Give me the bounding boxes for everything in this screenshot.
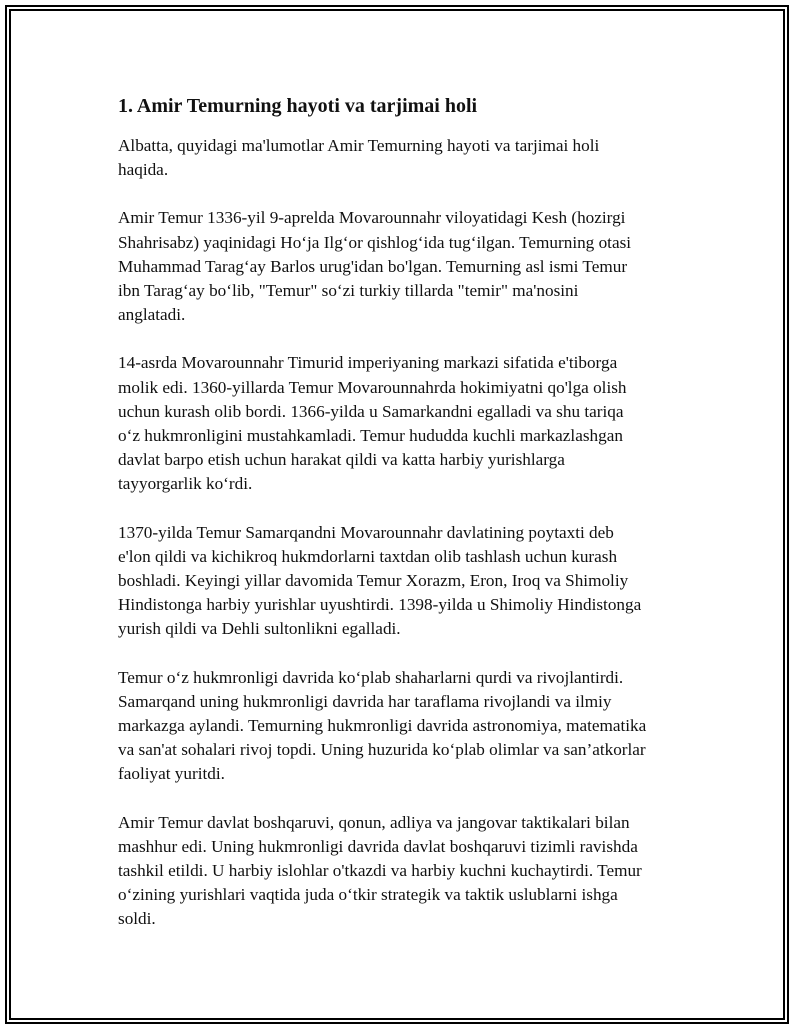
paragraph-birth: Amir Temur 1336-yil 9-aprelda Movarounnahr viloyatidagi Kesh (hozirgi Shahrisabz) yaqinidagi Ho‘ja Ilg‘or qishlog‘ida tug‘ilgan. Temurning otasi Muhammad Tarag‘ay Barlos urug'idan bo'lgan. Temurning asl ismi Temur ibn Tarag‘ay bo‘lib, "Temur" so‘zi turkiy tillarda "temir" ma'nosini anglatadi. <box>118 208 632 325</box>
document-body <box>118 94 708 956</box>
paragraph-intro: Albatta, quyidagi ma'lumotlar Amir Temurning hayoti va tarjimai holi haqida. <box>118 136 600 180</box>
section-heading: 1. Amir Temurning hayoti va tarjimai holi <box>118 95 478 117</box>
paragraph-capital-and-campaigns: 1370-yilda Temur Samarqandni Movarounnahr davlatining poytaxti deb e'lon qildi va kichikroq hukmdorlarni taxtdan olib tashlash uchun kurash boshladi. Keyingi yillar davomida Temur Xorazm, Eron, Iroq va Shimoliy Hindistonga harbiy yurishlar uyushtirdi. 1398-yilda u Shimoliy Hindistonga yurish qildi va Dehli sultonlikni egalladi. <box>118 522 642 639</box>
paragraph-rise-to-power: 14-asrda Movarounnahr Timurid imperiyaning markazi sifatida e'tiborga molik edi. 1360-yillarda Temur Movarounnahrda hokimiyatni qo'lga olish uchun kurash olib bordi. 1366-yilda u Samarkandni egalladi va shu tariqa o‘z hukmronligini mustahkamladi. Temur hududda kuchli markazlashgan davlat barpo etish uchun harakat qildi va katta harbiy yurishlarga tayyorgarlik ko‘rdi. <box>118 353 627 494</box>
paragraph-cities-and-science: Temur o‘z hukmronligi davrida ko‘plab shaharlarni qurdi va rivojlantirdi. Samarqand uning hukmronligi davrida har taraflama rivojlandi va ilmiy markazga aylandi. Temurning hukmronligi davrida astronomiya, matematika va san'at sohalari rivoj topdi. Uning huzurida ko‘plab olimlar va san’atkorlar faoliyat yuritdi. <box>118 667 647 784</box>
paragraph-governance: Amir Temur davlat boshqaruvi, qonun, adliya va jangovar taktikalari bilan mashhur edi. Uning hukmronligi davrida davlat boshqaruvi tizimli ravishda tashkil etildi. U harbiy islohlar o'tkazdi va harbiy kuchni kuchaytirdi. Temur o‘zining yurishlari vaqtida juda o‘tkir strategik va taktik uslublarni ishga soldi. <box>118 812 642 929</box>
